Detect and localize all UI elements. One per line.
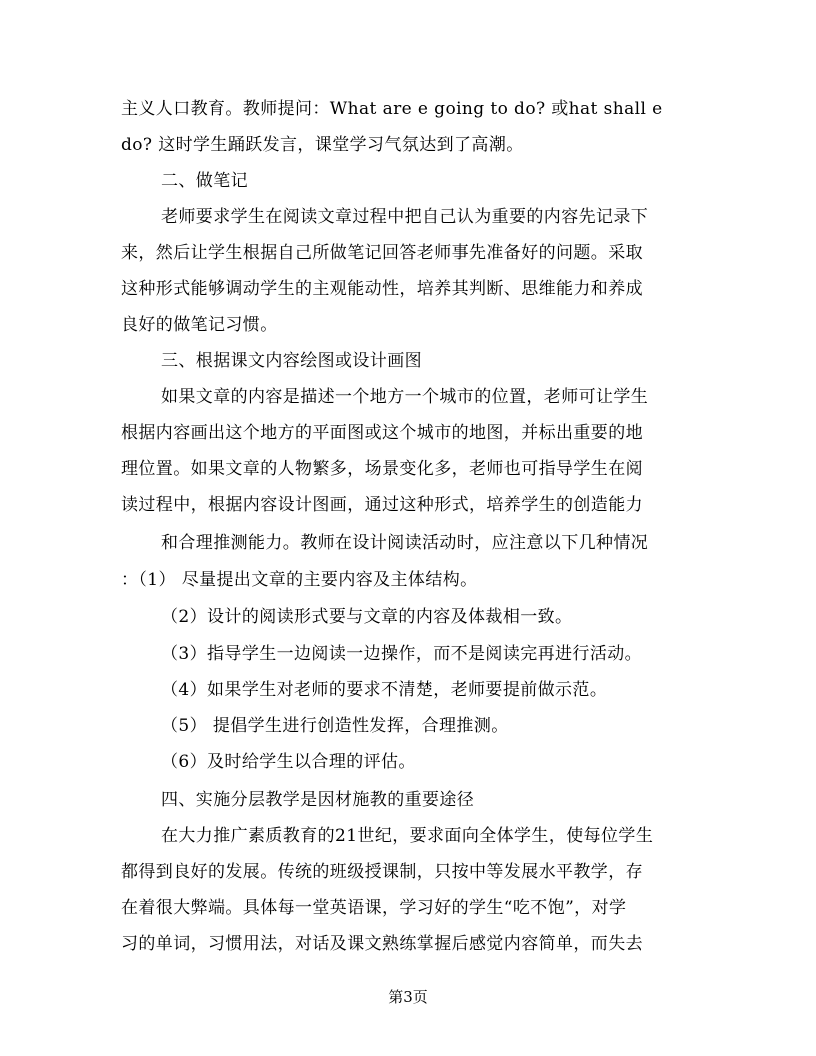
- list-item: （5） 提倡学生进行创造性发挥，合理推测。: [161, 716, 509, 736]
- text-line: 这种形式能够调动学生的主观能动性，培养其判断、思维能力和养成: [121, 279, 643, 299]
- text-line: 习的单词，习惯用法，对话及课文熟练掌握后感觉内容简单，而失去: [121, 934, 643, 954]
- text-line: do? 这时学生踊跃发言，课堂学习气氛达到了高潮。: [121, 135, 524, 155]
- text-line: 如果文章的内容是描述一个地方一个城市的位置，老师可让学生: [161, 387, 649, 407]
- section-heading: 三、根据课文内容绘图或设计画图: [161, 351, 422, 371]
- text-line: 理位置。如果文章的人物繁多，场景变化多，老师也可指导学生在阅: [121, 459, 643, 479]
- text-line: 都得到良好的发展。传统的班级授课制，只按中等发展水平教学，存: [121, 862, 643, 882]
- page-number: 第3页: [388, 988, 428, 1006]
- section-heading: 四、实施分层教学是因材施教的重要途径: [161, 790, 475, 810]
- text-line: 读过程中，根据内容设计图画，通过这种形式，培养学生的创造能力: [121, 495, 643, 515]
- text-line: ：（1） 尽量提出文章的主要内容及主体结构。: [121, 570, 478, 590]
- list-item: （3）指导学生一边阅读一边操作，而不是阅读完再进行活动。: [161, 644, 643, 664]
- text-line: 在大力推广素质教育的21世纪，要求面向全体学生，使每位学生: [161, 826, 654, 846]
- text-line: 老师要求学生在阅读文章过程中把自己认为重要的内容先记录下: [161, 207, 649, 227]
- list-item: （4）如果学生对老师的要求不清楚，老师要提前做示范。: [161, 680, 608, 700]
- text-line: 来，然后让学生根据自己所做笔记回答老师事先准备好的问题。采取: [121, 243, 643, 263]
- section-heading: 二、做笔记: [161, 171, 248, 191]
- list-item: （2）设计的阅读形式要与文章的内容及体裁相一致。: [161, 607, 573, 627]
- text-line: 良好的做笔记习惯。: [121, 315, 278, 335]
- list-item: （6）及时给学生以合理的评估。: [161, 752, 416, 772]
- text-line: 根据内容画出这个地方的平面图或这个城市的地图，并标出重要的地: [121, 423, 643, 443]
- text-line: 主义人口教育。教师提问：What are e going to do? 或hat shall e: [121, 99, 663, 119]
- text-line: 在着很大弊端。具体每一堂英语课，学习好的学生“吃不饱”，对学: [121, 898, 627, 918]
- text-line: 和合理推测能力。教师在设计阅读活动时，应注意以下几种情况: [161, 533, 649, 553]
